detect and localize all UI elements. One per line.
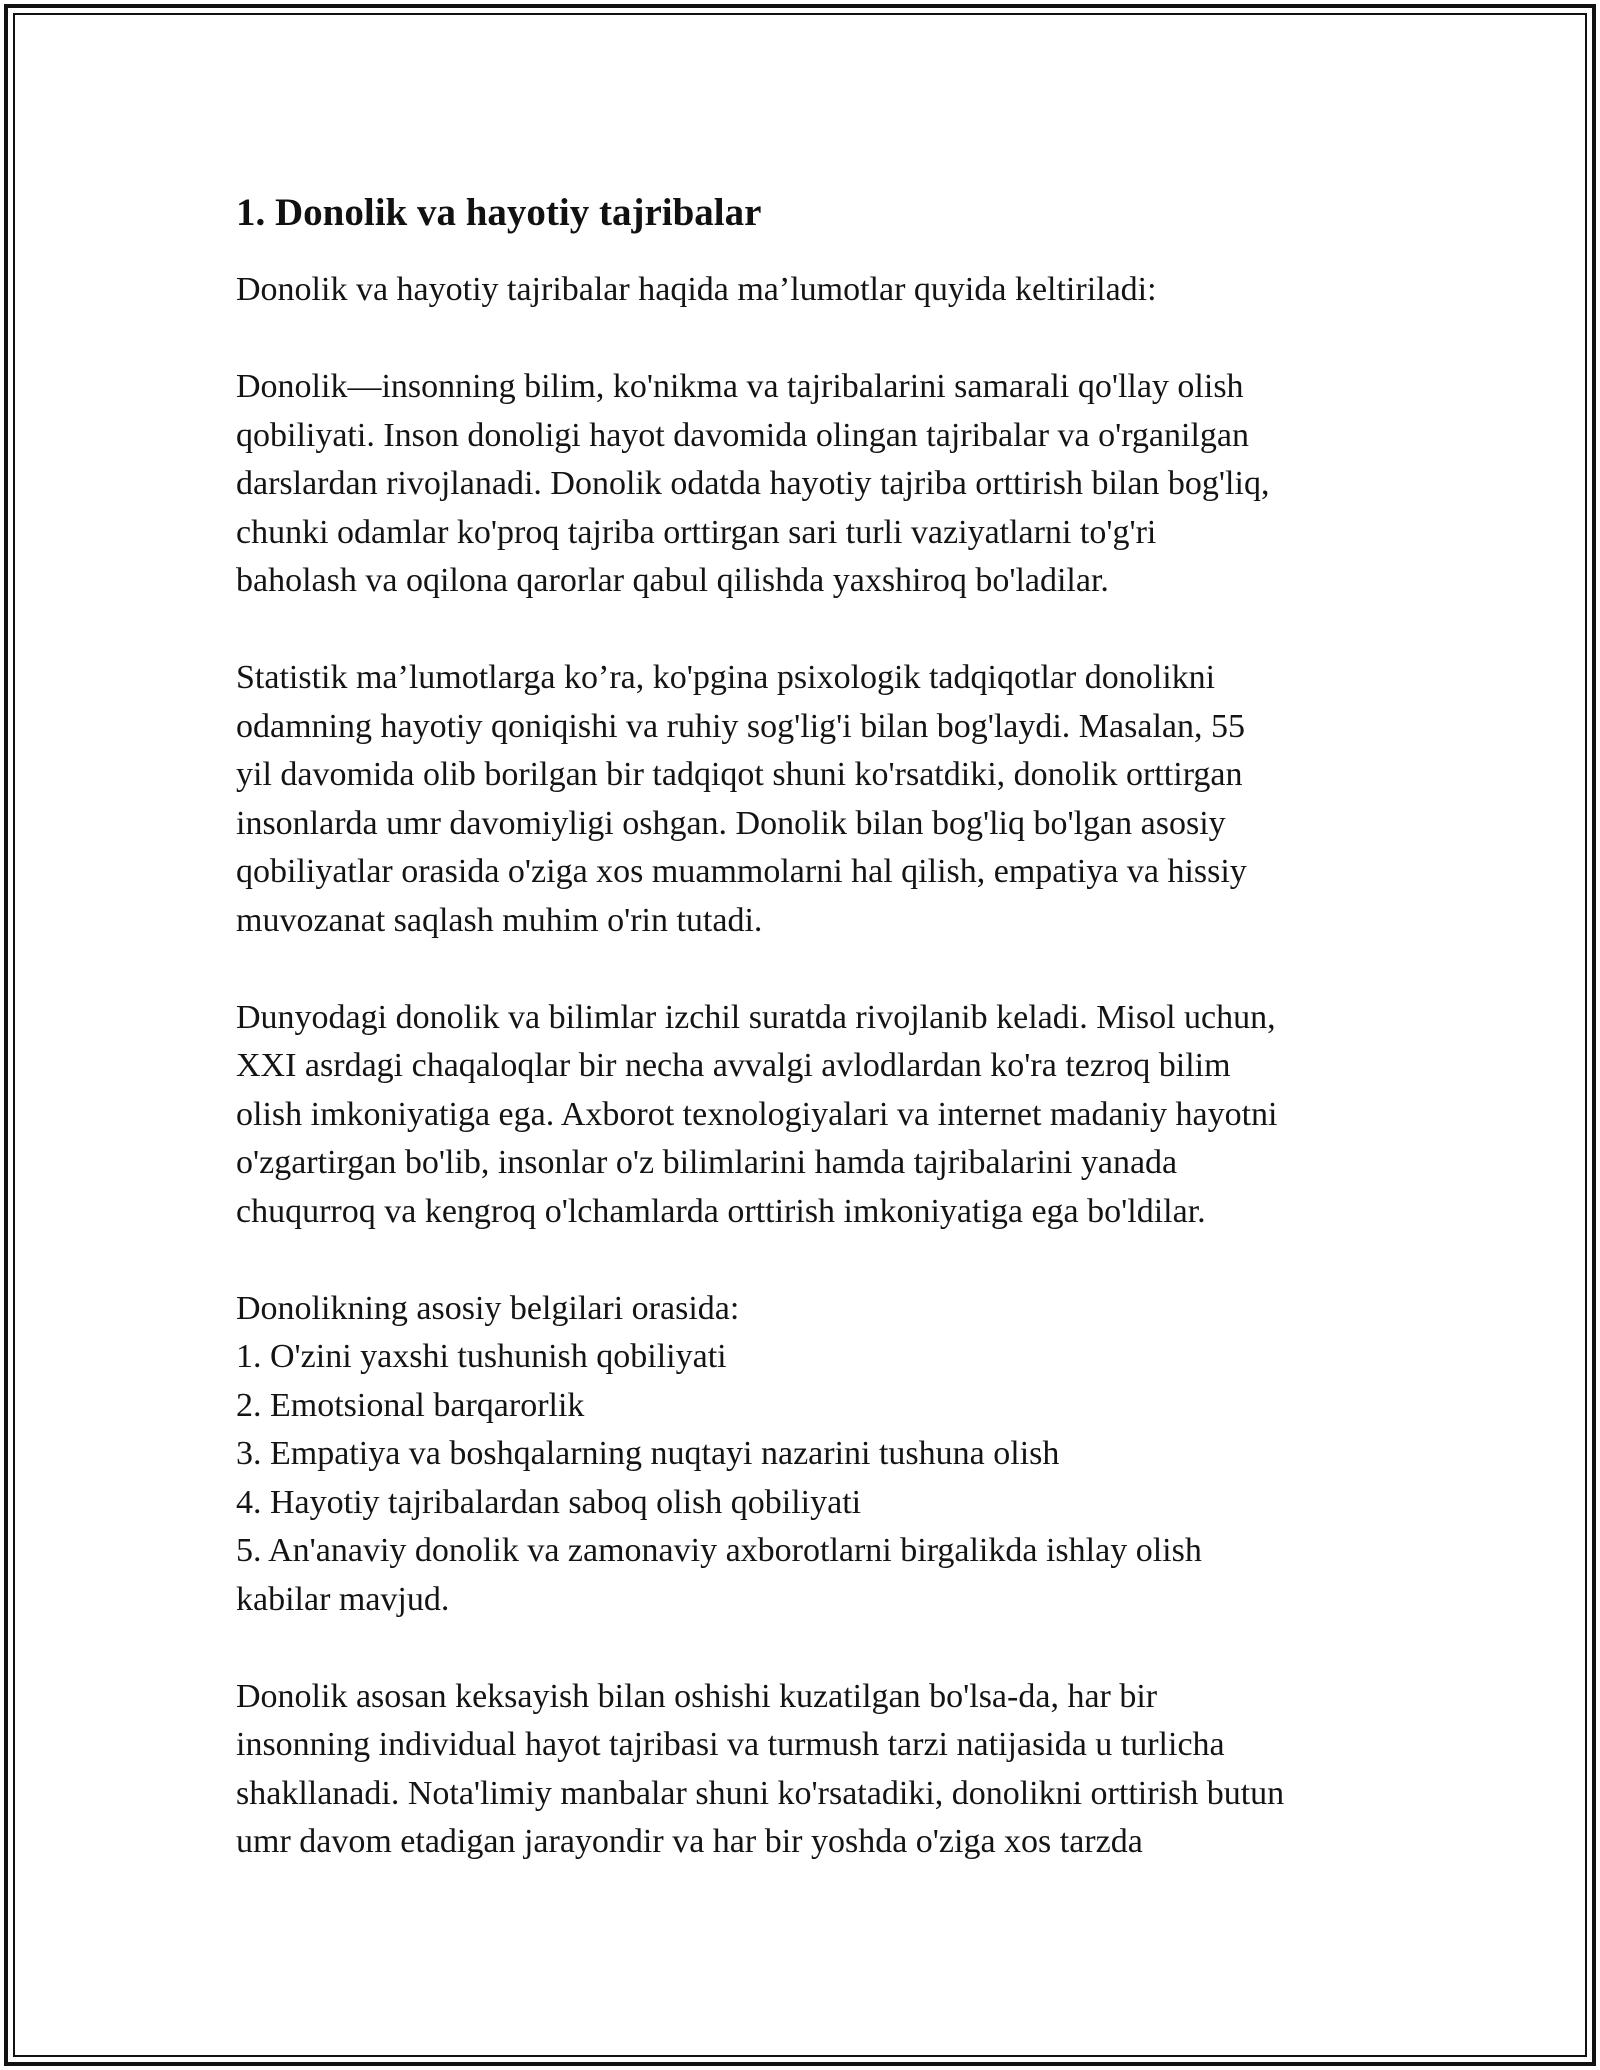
wisdom-signs-list — [236, 1333, 1386, 1576]
list-outro: kabilar mavjud. — [236, 1580, 450, 1618]
paragraph-definition: Donolik—insonning bilim, ko'nikma va tajribalarini samarali qo'llay olish qobiliyati. Inson donoligi hayot davomida olingan tajribalar va o'rganilgan darslardan rivojlanadi. Donolik odatda hayotiy tajriba orttirish bilan bog'liq, chunki odamlar ko'proq tajriba orttirgan sari turli vaziyatlarni to'g'ri baholash va oqilona qarorlar qabul qilishda yaxshiroq bo'ladilar. — [236, 368, 1270, 599]
paragraph-gap — [236, 1236, 1386, 1285]
paragraph-statistics: Statistik ma’lumotlarga ko’ra, ko'pgina psixologik tadqiqotlar donolikni odamning hayotiy qoniqishi va ruhiy sog'lig'i bilan bog'laydi. Masalan, 55 yil davomida olib borilgan bir tadqiqot shuni ko'rsatdiki, donolik orttirgan insonlarda umr davomiyligi oshgan. Donolik bilan bog'liq bo'lgan asosiy qobiliyatlar orasida o'ziga xos muammolarni hal qilish, empatiya va hissiy muvozanat saqlash muhim o'rin tutadi. — [236, 659, 1247, 939]
paragraph-gap — [236, 945, 1386, 994]
list-intro: Donolikning asosiy belgilari orasida: — [236, 1289, 740, 1327]
paragraph-gap — [236, 315, 1386, 364]
list-item: 5. An'anaviy donolik va zamonaviy axborotlarni birgalikda ishlay olish — [236, 1532, 1202, 1569]
document-body — [236, 186, 1386, 1867]
paragraph-gap — [236, 1624, 1386, 1673]
paragraph-development: Dunyodagi donolik va bilimlar izchil suratda rivojlanib keladi. Misol uchun, XXI asrdagi chaqaloqlar bir necha avvalgi avlodlardan ko'ra tezroq bilim olish imkoniyatiga ega. Axborot texnologiyalari va internet madaniy hayotni o'zgartirgan bo'lib, insonlar o'z bilimlarini hamda tajribalarini yanada chuqurroq va kengroq o'lchamlarda orttirish imkoniyatiga ega bo'ldilar. — [236, 998, 1278, 1230]
paragraph-aging: Donolik asosan keksayish bilan oshishi kuzatilgan bo'lsa-da, har bir insonning individual hayot tajribasi va turmush tarzi natijasida u turlicha shakllanadi. Nota'limiy manbalar shuni ko'rsatadiki, donolikni orttirish butun umr davom etadigan jarayondir va har bir yoshda o'ziga xos tarzda — [236, 1677, 1285, 1860]
section-heading: 1. Donolik va hayotiy tajribalar — [236, 191, 762, 234]
list-item: 3. Empatiya va boshqalarning nuqtayi nazarini tushuna olish — [236, 1435, 1060, 1472]
paragraph-gap — [236, 606, 1386, 655]
list-item: 4. Hayotiy tajribalardan saboq olish qobiliyati — [236, 1483, 862, 1521]
list-item: 1. O'zini yaxshi tushunish qobiliyati — [236, 1338, 727, 1375]
intro-paragraph: Donolik va hayotiy tajribalar haqida ma’lumotlar quyida keltiriladi: — [236, 271, 1157, 308]
list-item: 2. Emotsional barqarorlik — [236, 1386, 585, 1424]
